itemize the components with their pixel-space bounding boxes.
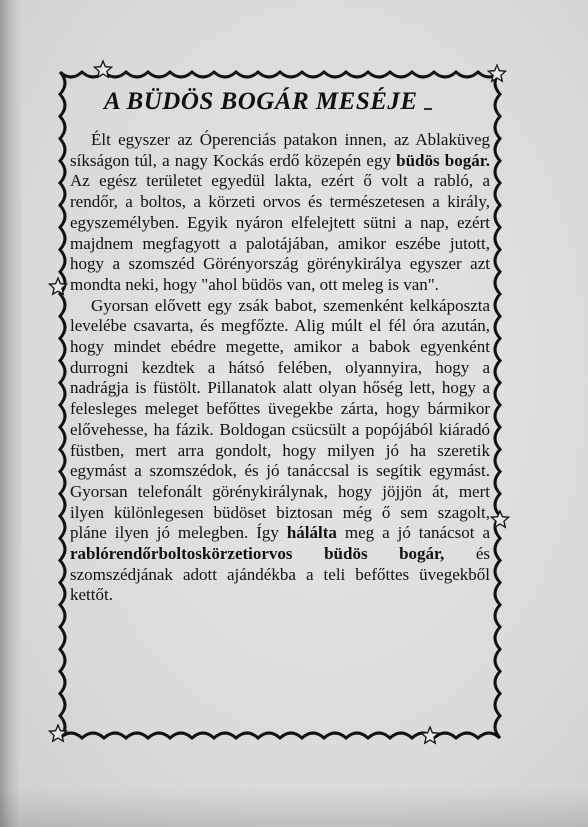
title-dash <box>424 108 432 110</box>
text-run: Gyorsan elővett egy zsák babot, szemenként kelkáposzta levelébe csavarta, és megfőzte. Alig múlt el fél óra azután, hogy mindet ebédre megette, amikor a babok egyenként durrogni kezdtek a hátsó felében, olyannyira, hogy a nadrágja is füstölt. Pillanatok alatt olyan hőség lett, hogy a felesleges meleget befőttes üvegekbe zárta, hogy bármikor elővehesse, ha fázik. Boldogan csücsült a popójából kiáradó füstben, mert arra gondolt, hogy milyen jó ha szeretik egymást a szomszédok, és jó tanáccsal is segítik egymást. Gyorsan telefonált görénykirálynak, hogy jöjjön át, mert ilyen különlegesen büdöset biztosan még ő sem szagolt, pláne ilyen jó melegben. Így <box>70 295 490 543</box>
bold-text: büdös bogár. <box>396 150 490 170</box>
text-run: Az egész területet egyedül lakta, ezért ő volt a rabló, a rendőr, a boltos, a körzeti orvos és természetesen a király, egyszemélyben. Egyik nyáron elfelejtett sütni a nap, ezért majdnem megfagyott a palotájában, amikor eszébe jutott, hogy a szomszéd Görényország görénykirálya egyszer azt mondta neki, hogy "ahol büdös van, ott meleg is van". <box>70 171 490 294</box>
text-run: és szomszédjának adott ajándékba a teli befőttes üvegekből kettőt. <box>70 544 490 605</box>
star-ornament-icon <box>421 727 438 743</box>
story-title: A BÜDÖS BOGÁR MESÉJE <box>104 88 418 115</box>
story-text <box>70 130 490 606</box>
bold-text: hálálta <box>286 523 337 543</box>
story-paragraph <box>70 296 490 607</box>
story-paragraph <box>70 130 490 296</box>
text-run: meg a jó tanácsot a <box>336 523 490 543</box>
bold-text: rablórendőrboltoskörzetiorvos büdös bogár, <box>70 544 445 564</box>
text-run: Élt egyszer az Óperenciás patakon innen, az Ablaküveg síkságon túl, a nagy Kockás erdő közepén egy <box>70 130 490 170</box>
